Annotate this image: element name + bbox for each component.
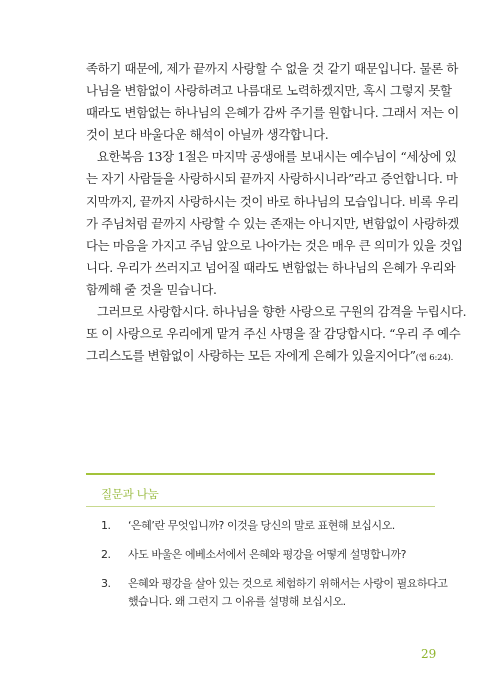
body-last-line [86,345,454,367]
question-number: 2. [101,548,111,561]
body-line: 함께해 줄 것을 믿습니다. [86,281,217,297]
question-item [101,517,431,535]
body-line: 다는 마음을 가지고 주님 앞으로 나아가는 것은 매우 큰 의미가 있을 것입 [86,237,463,253]
questions-title-rule [86,506,435,507]
body-line: 때라도 변함없는 하나님의 은혜가 감싸 주기를 원합니다. 그래서 저는 이 [86,105,459,121]
page-number: 29 [421,647,437,661]
body-line: 또 이 사랑으로 우리에게 맡겨 주신 사명을 잘 감당합시다. “우리 주 예수 [86,326,461,342]
questions-title: 질문과 나눔 [101,487,159,501]
body-line: 그러므로 사랑합시다. 하나님을 향한 사랑으로 구원의 감격을 누립시다. [97,304,467,320]
body-line: 니다. 우리가 쓰러지고 넘어질 때라도 변함없는 하나님의 은혜가 우리와 [86,259,456,275]
question-item [101,546,431,564]
body-line: 는 자기 사람들을 사랑하시되 끝까지 사랑하시니라”라고 증언합니다. 마 [86,171,458,187]
question-text: ‘은혜’란 무엇입니까? 이것을 당신의 말로 표현해 보십시오. [128,519,395,532]
questions-list [101,517,448,622]
question-text: 은혜와 평강을 살아 있는 것으로 체험하기 위해서는 사랑이 필요하다고 [128,577,448,590]
body-last-line-text: 그리스도를 변함없이 사랑하는 모든 자에게 은혜가 있을지어다” [86,348,416,364]
body-line: 요한복음 13장 1절은 마지막 공생애를 보내시는 예수님이 “세상에 있 [97,149,457,165]
body-line: 가 주님처럼 끝까지 사랑할 수 있는 존재는 아니지만, 변함없이 사랑하겠 [86,215,459,231]
question-item [101,575,448,611]
body-line: 지막까지, 끝까지 사랑하시는 것이 바로 하나님의 모습입니다. 비록 우리 [86,193,459,209]
question-text: 했습니다. 왜 그런지 그 이유를 설명해 보십시오. [128,595,346,608]
scripture-reference: (엡 6:24). [415,353,454,364]
body-line: 나님을 변함없이 사랑하려고 나름대로 노력하겠지만, 혹시 그렇지 못할 [86,83,452,99]
questions-top-rule [86,473,435,475]
body-text [86,58,467,367]
question-number: 1. [101,519,111,532]
body-line: 족하기 때문에, 제가 끝까지 사랑할 수 없을 것 같기 때문입니다. 물론 하 [86,61,458,76]
body-line: 것이 보다 바울다운 해석이 아닐까 생각합니다. [86,127,329,143]
question-text: 사도 바울은 에베소서에서 은혜와 평강을 어떻게 설명합니까? [128,548,407,561]
question-number: 3. [101,577,111,590]
